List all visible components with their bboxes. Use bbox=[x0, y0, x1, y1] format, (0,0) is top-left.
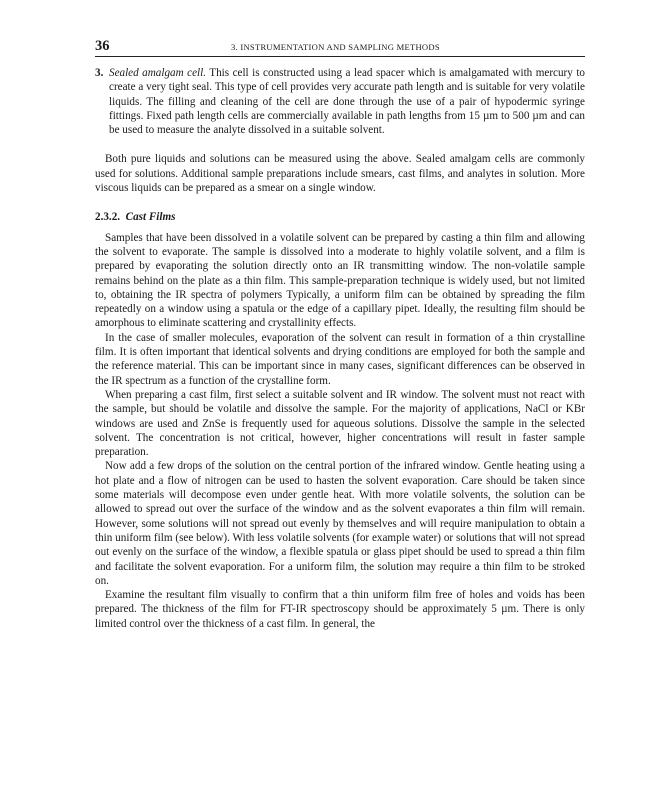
paragraph: Examine the resultant film visually to confirm that a thin uniform film free of holes and voids has been prepared. The thickness of the film for FT-IR spectroscopy should be approximately 5 µm. There is only limited control over the thickness of a cast film. In general, the bbox=[95, 589, 585, 630]
list-item-number: 3. bbox=[95, 67, 104, 79]
paragraph: Both pure liquids and solutions can be measured using the above. Sealed amalgam cells are commonly used for solutions. Additional sample preparations include smears, cast films, and analytes in solution. More viscous liquids can be prepared as a smear on a single window. bbox=[95, 153, 585, 195]
page-header bbox=[95, 38, 585, 57]
body-text bbox=[95, 66, 585, 631]
running-title: 3. INSTRUMENTATION AND SAMPLING METHODS bbox=[231, 42, 440, 52]
paragraph: Now add a few drops of the solution on the central portion of the infrared window. Gentle heating using a hot plate and a flow of nitrogen can be used to hasten the solvent evaporation. Care should be taken since some materials will decompose even under gentle heat. With more volatile solvents, the solution can be allowed to spread out over the surface of the window and as the solvent evaporates a thin film will remain. However, some solutions will not spread out evenly by themselves and will require manipulation to obtain a thin uniform film (see below). With less volatile solvents (for example water) or solutions that will not spread out evenly on the surface of the window, a flexible spatula or glass pipet should be used to spread a thin film and facilitate the solvent evaporation. For a uniform film, the solution may require a thin film to be stroked on. bbox=[95, 460, 585, 587]
paragraph: Samples that have been dissolved in a volatile solvent can be prepared by casting a thin film and allowing the solvent to evaporate. The sample is dissolved into a moderate to highly volatile solvent, and a film is prepared by evaporating the solution directly onto an IR transmitting window. The non-volatile sample remains behind on the plate as a thin film. This sample-preparation technique is widely used, but not limited to, obtaining the IR spectra of polymers Typically, a uniform film can be obtained by spreading the film repeatedly on a window using a spatula or the edge of a capillary pipet. Ideally, the resulting film should be amorphous to eliminate scattering and crystallinity effects. bbox=[95, 231, 585, 330]
paragraph: In the case of smaller molecules, evaporation of the solvent can result in formation of a thin crystalline film. It is often important that identical solvents and drying conditions are employed for both the sample and the reference material. This can be important since in many cases, significant differences can be observed in the IR spectrum as a function of the crystalline form. bbox=[95, 331, 585, 387]
list-item-text: This cell is constructed using a lead spacer which is amalgamated with mercury to create a very tight seal. This type of cell provides very accurate path length and is suitable for very volatile liquids. The filling and cleaning of the cell are done through the use of a pair of hypodermic syringe fittings. Fixed path length cells are commercially available in path lengths from 15 µm to 500 µm and can be used to measure the analyte dissolved in a suitable solvent. bbox=[109, 67, 585, 137]
section-title: Cast Films bbox=[125, 211, 176, 224]
page-number: 36 bbox=[95, 38, 110, 54]
section-number: 2.3.2. bbox=[95, 211, 121, 224]
list-item-title: Sealed amalgam cell. bbox=[109, 67, 206, 79]
list-item-sealed-amalgam-cell bbox=[95, 66, 585, 137]
paragraph: When preparing a cast film, first select a suitable solvent and IR window. The solvent must not react with the sample, but should be volatile and dissolve the sample. For the majority of applications, NaCl or KBr windows are used and ZnSe is frequently used for aqueous solutions. Dissolve the sample in the selected solvent. The concentration is not critical, however, higher concentrations will result in faster sample preparation. bbox=[95, 388, 585, 459]
section-heading bbox=[95, 210, 585, 224]
